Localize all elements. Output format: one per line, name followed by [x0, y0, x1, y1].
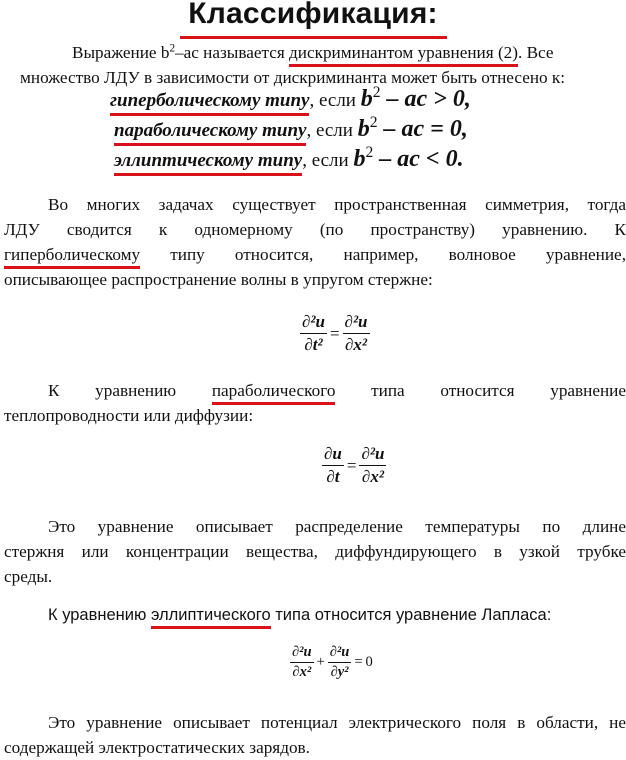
laplace-equation: $\frac{\text{∂²u}}{\text{∂x²}}$ + $\frac{\text{∂²u}}{\text{∂y²}}$ = 0: [292, 644, 373, 680]
para1-line-2: ЛДУ сводится к одномерному (по пространству) уравнению. К: [4, 220, 626, 239]
wave-equation: $\frac{\text{∂²u}}{\text{∂t²}}$ = $\frac{\text{∂²u}}{\text{∂x²}}$: [302, 312, 368, 354]
class-term: эллиптическому типу: [114, 150, 303, 171]
elliptic-term: эллиптического: [150, 606, 271, 624]
parabolic-term: параболического: [211, 381, 336, 400]
class-row-elliptic: эллиптическому типу, если $b^2$ – ac < 0.: [114, 144, 464, 172]
class-row-parabolic: параболическому типу, если $b^2$ – ac = 0,: [114, 114, 468, 142]
para2-line-1: К уравнению параболического типа относится уравнение: [48, 381, 626, 400]
hyperbolic-term: гиперболическому: [4, 245, 141, 264]
para5-line-1: Это уравнение описывает потенциал электрического поля в области, не: [48, 713, 626, 732]
para4-line: К уравнению эллиптического типа относится уравнение Лапласа:: [48, 606, 552, 624]
para5-line-2: содержащей электростатических зарядов.: [4, 738, 310, 757]
discriminant-term: дискриминантом уравнения (2): [289, 43, 518, 62]
class-term: гиперболическому типу: [110, 90, 310, 111]
para3-line-3: среды.: [4, 567, 53, 586]
para2-line-2: теплопроводности или диффузии:: [4, 406, 254, 425]
class-row-hyperbolic: гиперболическому типу, если $b^2$ – ac > 0,: [110, 84, 471, 112]
para1-line-1: Во многих задачах существует пространственная симметрия, тогда: [48, 195, 626, 214]
intro-line-1: Выражение $b^2-ас$ называется дискриминантом уравнения (2). Все: [72, 42, 554, 62]
para1-line-4: описывающее распространение волны в упругом стержне:: [4, 270, 433, 289]
title-underline: [180, 36, 447, 39]
page-title: Классификация:: [188, 0, 438, 30]
intro-line-2: множество ЛДУ в зависимости от дискриминанта может быть отнесено к:: [20, 68, 566, 87]
para1-line-3: гиперболическому типу относится, например, волновое уравнение,: [4, 245, 626, 264]
heat-equation: $\frac{\partial u}{\partial t}$ = $\frac{\text{∂²u}}{\text{∂x²}}$: [324, 444, 385, 486]
para3-line-2: стержня или концентрации вещества, диффундирующего в узкой трубке: [4, 542, 626, 561]
para3-line-1: Это уравнение описывает распределение температуры по длине: [48, 517, 626, 536]
class-term: параболическому типу: [114, 120, 307, 141]
